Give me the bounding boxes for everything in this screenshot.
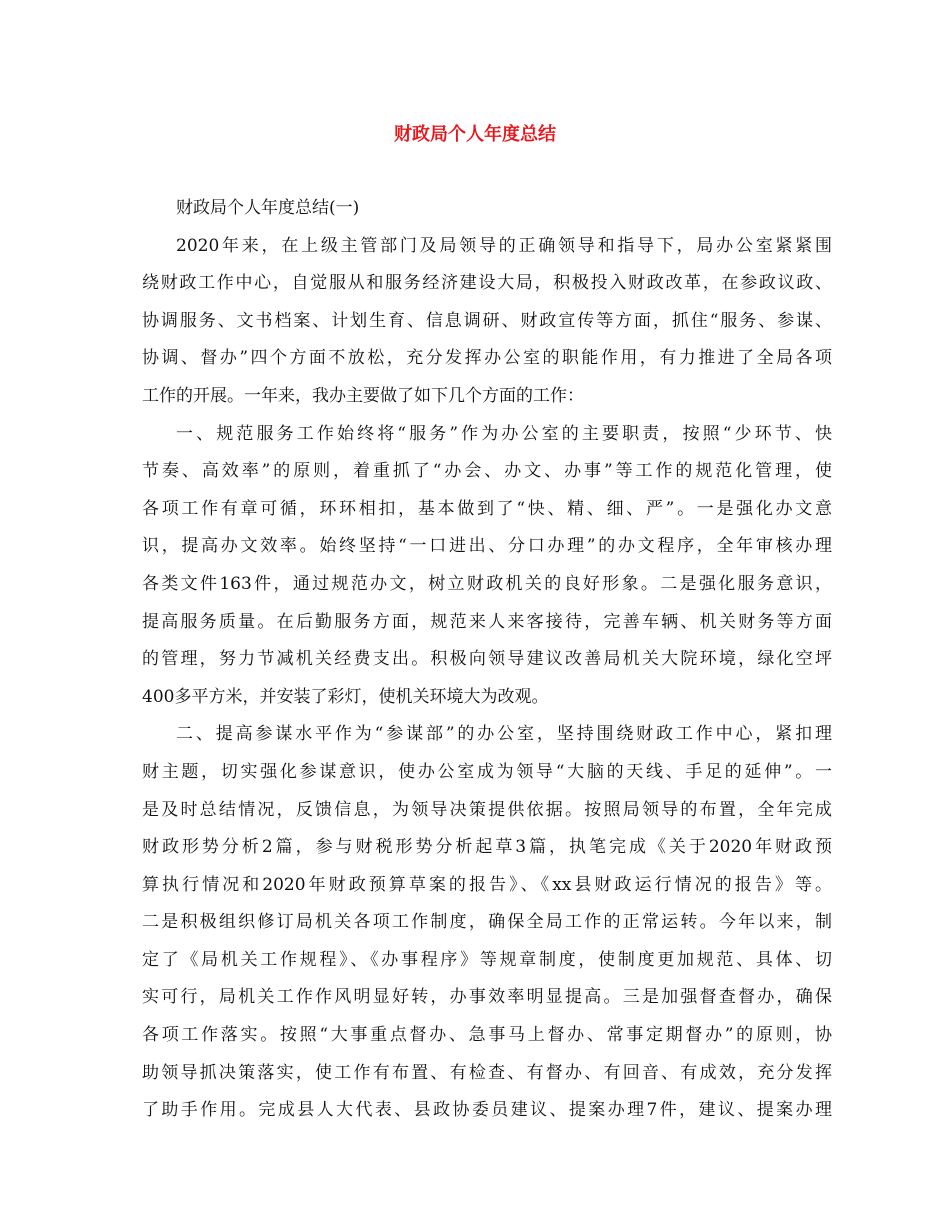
body-line: 财政局个人年度总结(一) (176, 198, 360, 218)
body-line: 节奏、高效率”的原则，着重抓了“办会、办文、办事”等工作的规范化管理，使 (142, 461, 832, 482)
body-line: 了助手作用。完成县人大代表、县政协委员建议、提案办理7件，建议、提案办理 (142, 1100, 832, 1121)
body-line: 400多平方米，并安装了彩灯，使机关环境大为改观。 (142, 686, 549, 707)
body-line: 一、规范服务工作始终将“服务”作为办公室的主要职责，按照“少环节、快 (176, 423, 832, 444)
body-line: 工作的开展。一年来，我办主要做了如下几个方面的工作： (142, 385, 584, 406)
document-body (142, 190, 832, 1130)
body-line: 财政形势分析2篇，参与财税形势分析起草3篇，执笔完成《关于2020年财政预 (142, 837, 832, 858)
body-line: 各项工作落实。按照“大事重点督办、急事马上督办、常事定期督办”的原则，协 (142, 1025, 832, 1046)
body-line: 协调服务、文书档案、计划生育、信息调研、财政宣传等方面，抓住“服务、参谋、 (142, 310, 832, 331)
body-line: 实可行，局机关工作作风明显好转，办事效率明显提高。三是加强督查督办，确保 (142, 987, 832, 1008)
body-line: 助领导抓决策落实，使工作有布置、有检查、有督办、有回音、有成效，充分发挥 (142, 1062, 832, 1083)
body-line: 是及时总结情况，反馈信息，为领导决策提供依据。按照局领导的布置，全年完成 (142, 799, 832, 820)
body-line: 各项工作有章可循，环环相扣，基本做到了“快、精、细、严”。一是强化办文意 (142, 498, 832, 519)
body-line: 算执行情况和2020年财政预算草案的报告》、《xx县财政运行情况的报告》等。 (142, 874, 832, 895)
body-line: 协调、督办”四个方面不放松，充分发挥办公室的职能作用，有力推进了全局各项 (142, 348, 832, 369)
body-line: 财主题，切实强化参谋意识，使办公室成为领导“大脑的天线、手足的延伸”。一 (142, 761, 832, 782)
body-line: 2020年来，在上级主管部门及局领导的正确领导和指导下，局办公室紧紧围 (176, 235, 832, 256)
body-line: 二是积极组织修订局机关各项工作制度，确保全局工作的正常运转。今年以来，制 (142, 912, 832, 933)
body-line: 绕财政工作中心，自觉服从和服务经济建设大局，积极投入财政改革，在参政议政、 (142, 273, 832, 294)
body-line: 的管理，努力节减机关经费支出。积极向领导建议改善局机关大院环境，绿化空坪 (142, 649, 832, 670)
body-line: 识，提高办文效率。始终坚持“一口进出、分口办理”的办文程序，全年审核办理 (142, 536, 832, 557)
body-line: 定了《局机关工作规程》、《办事程序》等规章制度，使制度更加规范、具体、切 (142, 949, 832, 970)
document-title: 财政局个人年度总结 (394, 124, 556, 145)
body-line: 各类文件163件，通过规范办文，树立财政机关的良好形象。二是强化服务意识， (142, 573, 832, 594)
body-line: 二、提高参谋水平作为“参谋部”的办公室，坚持围绕财政工作中心，紧扣理 (176, 724, 832, 745)
body-line: 提高服务质量。在后勤服务方面，规范来人来客接待，完善车辆、机关财务等方面 (142, 611, 832, 632)
